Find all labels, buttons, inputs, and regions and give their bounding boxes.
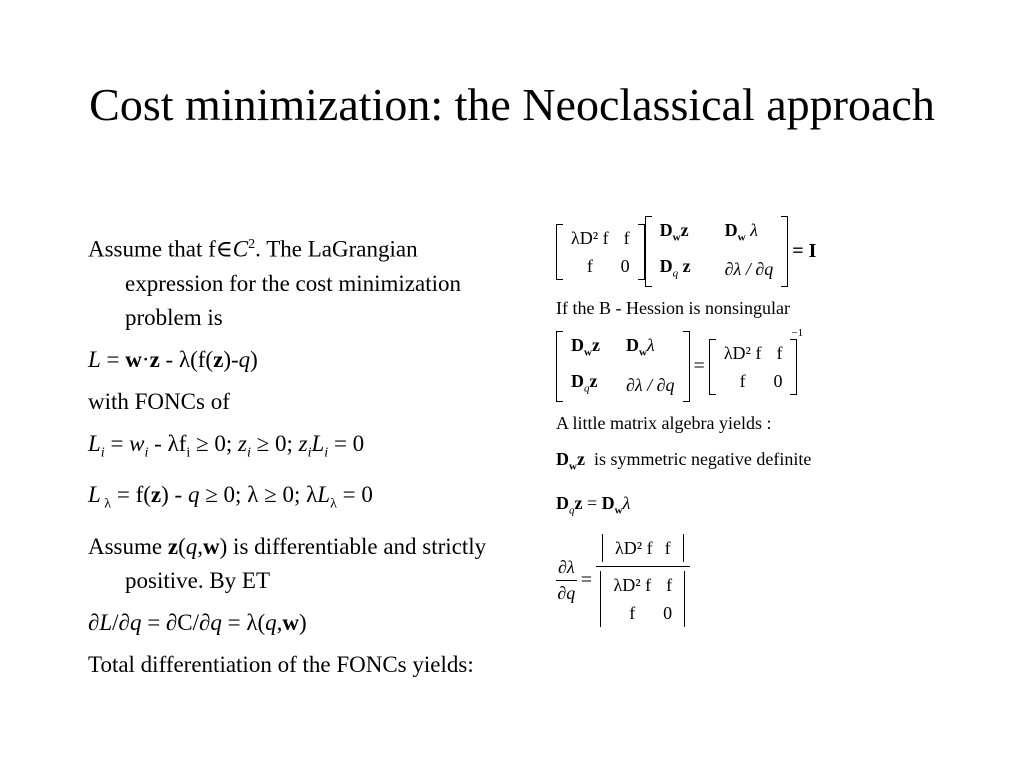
determinant-ratio: [596, 534, 690, 627]
equals-sign: =: [693, 355, 705, 378]
left-text-column: [88, 228, 518, 690]
denominator-determinant: λD² f f f 0: [600, 571, 685, 627]
matrix-equation-2: [556, 327, 996, 402]
foncs-intro: with FONCs of: [88, 388, 230, 414]
lagrangian-equation: L = w·z - λ(f(z)-q): [88, 346, 258, 372]
fonc-li: $L_i = w_i - \lambda f_i \ge 0$; $z_i \ge 0$; $z_iL_i = 0$: [88, 430, 365, 461]
equals-identity: = I: [792, 240, 817, 263]
dlambda-dq-fraction: $\frac{\partial\lambda}{\partial q}$: [557, 556, 576, 603]
matrix-algebra-text: A little matrix algebra yields :: [556, 413, 772, 434]
dqz-equation: $D_qz = D_w\lambda$: [556, 492, 631, 517]
paragraph-total-differentiation: Total differentiation of the FONCs yields:: [88, 651, 474, 677]
bordered-hessian-matrix: λD² f f f 0: [556, 224, 645, 280]
envelope-equation: ∂L/∂q = ∂C/∂q = λ(q,w): [88, 609, 307, 635]
matrix-equation-1: [556, 216, 996, 287]
numerator-determinant: λD² f f: [602, 534, 684, 562]
inverse-exponent: −1: [791, 327, 804, 340]
derivative-matrix-2: $D_wz$ $D_w\lambda$ $D_qz$ ∂λ / ∂q: [556, 331, 690, 402]
derivative-matrix: $D_wz$ $D_w$ λ $D_q$ z ∂λ / ∂q: [645, 216, 789, 287]
paragraph-assumption: Assume that $f\in C^2$. The LaGrangian expression for the cost minimization problem is: [88, 236, 461, 330]
right-math-column: [556, 216, 996, 627]
determinant-fraction-equation: [556, 534, 996, 627]
inverse-hessian-matrix: λD² f f f 0: [709, 339, 798, 395]
equals-sign-2: =: [580, 568, 592, 591]
fonc-llambda: L $_\lambda$ = f(z) - q ≥ 0; λ ≥ 0; $\lambda L_\lambda = 0$: [88, 482, 373, 512]
symmetric-line: $D_wz$ is symmetric negative definite: [556, 449, 812, 473]
slide-title: Cost minimization: the Neoclassical approach: [89, 79, 935, 130]
nonsingular-text: If the B - Hession is nonsingular: [556, 298, 790, 319]
paragraph-differentiable: Assume z(q,w) is differentiable and strictly positive. By ET: [88, 533, 487, 593]
